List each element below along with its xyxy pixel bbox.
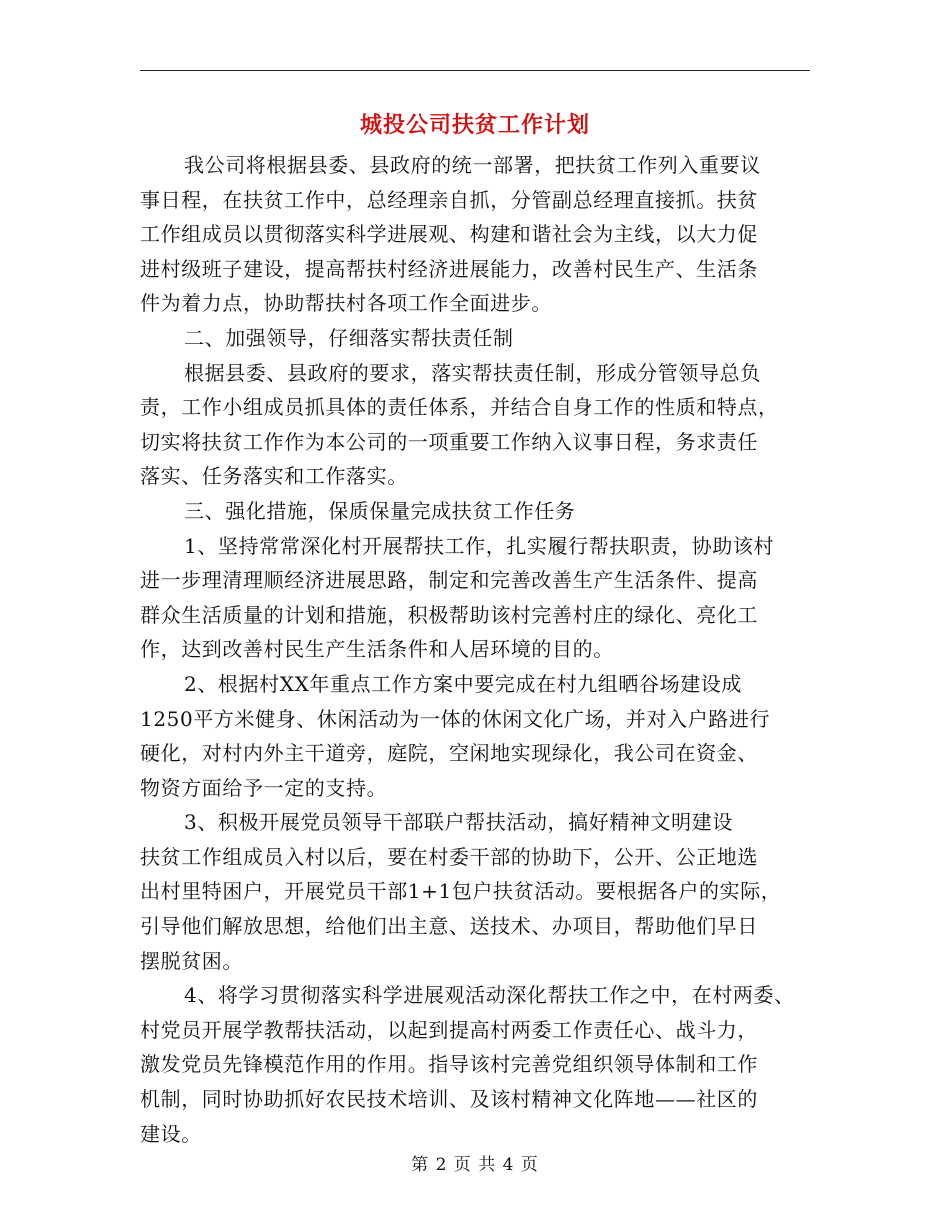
text-line: 物资方面给予一定的支持。 (140, 775, 388, 800)
text-line: 4、将学习贯彻落实科学进展观活动深化帮扶工作之中，在村两委、 (184, 983, 795, 1008)
text-line: 1250平方米健身、休闲活动为一体的休闲文化广场，并对入户路进行 (140, 706, 771, 731)
text-line: 三、强化措施，保质保量完成扶贫工作任务 (184, 498, 576, 523)
text-line: 进村级班子建设，提高帮扶村经济进展能力，改善村民生产、生活条 (140, 256, 758, 281)
text-line: 落实、任务落实和工作落实。 (140, 464, 408, 489)
text-line: 摆脱贫困。 (140, 948, 243, 973)
text-line: 我公司将根据县委、县政府的统一部署，把扶贫工作列入重要议 (184, 153, 761, 177)
text-line: 作，达到改善村民生产生活条件和人居环境的目的。 (140, 637, 614, 662)
text-line: 二、加强领导，仔细落实帮扶责任制 (184, 325, 514, 350)
header-rule (140, 70, 810, 71)
page-number-footer: 第 2 页 共 4 页 (411, 1155, 539, 1175)
text-line: 建设。 (140, 1121, 202, 1146)
text-line: 工作组成员以贯彻落实科学进展观、构建和谐社会为主线，以大力促 (140, 222, 758, 247)
text-line: 村党员开展学教帮扶活动，以起到提高村两委工作责任心、战斗力， (140, 1017, 758, 1042)
text-line: 件为着力点，协助帮扶村各项工作全面进步。 (140, 291, 552, 316)
text-line: 切实将扶贫工作作为本公司的一项重要工作纳入议事日程，务求责任 (140, 429, 758, 454)
text-line: 机制，同时协助抓好农民技术培训、及该村精神文化阵地——社区的 (140, 1087, 758, 1112)
text-line: 事日程，在扶贫工作中，总经理亲自抓，分管副总经理直接抓。扶贫 (140, 187, 758, 212)
text-line: 硬化，对村内外主干道旁，庭院，空闲地实现绿化，我公司在资金、 (140, 741, 758, 766)
text-line: 2、根据村XX年重点工作方案中要完成在村九组晒谷场建设成 (184, 671, 743, 696)
text-line: 根据县委、县政府的要求，落实帮扶责任制，形成分管领导总负 (184, 360, 761, 385)
text-line: 3、积极开展党员领导干部联户帮扶活动，搞好精神文明建设 (184, 810, 733, 835)
text-line: 引导他们解放思想，给他们出主意、送技术、办项目，帮助他们早日 (140, 914, 758, 939)
text-line: 进一步理清理顺经济进展思路，制定和完善改善生产生活条件、提高 (140, 568, 758, 593)
text-line: 责，工作小组成员抓具体的责任体系，并结合自身工作的性质和特点， (140, 395, 779, 420)
text-line: 1、坚持常常深化村开展帮扶工作，扎实履行帮扶职责，协助该村 (184, 533, 775, 558)
document-body (140, 148, 830, 1151)
text-line: 激发党员先锋模范作用的作用。指导该村完善党组织领导体制和工作 (140, 1052, 758, 1077)
document-title: 城投公司扶贫工作计划 (359, 112, 590, 138)
text-line: 群众生活质量的计划和措施，积极帮助该村完善村庄的绿化、亮化工 (140, 602, 758, 627)
text-line: 出村里特困户，开展党员干部1+1包户扶贫活动。要根据各户的实际， (140, 879, 782, 904)
text-line: 扶贫工作组成员入村以后，要在村委干部的协助下，公开、公正地选 (140, 844, 758, 869)
